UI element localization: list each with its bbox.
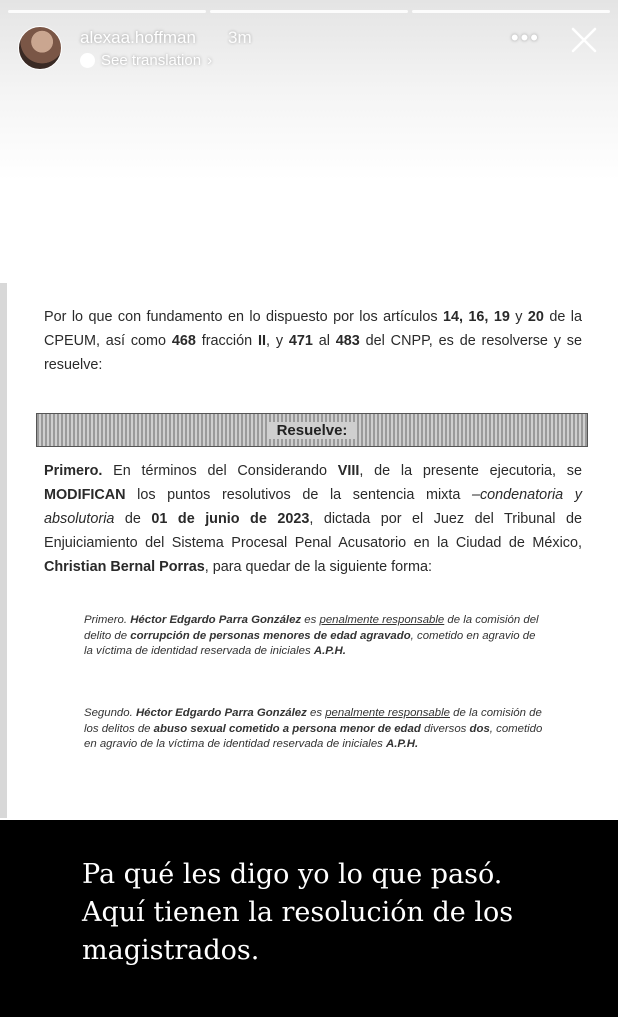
username[interactable]: alexaa.hoffman	[80, 28, 196, 47]
document-paragraph-2: Primero. En términos del Considerando VIII, de la presente ejecutoria, se MODIFICAN los puntos resolutivos de la sentencia mixta –condenatoria y absolutoria de 01 de junio de 2023, dictada por el Juez del Tribunal de Enjuiciamiento del Sistema Procesal Penal Acusatorio en la Ciudad de México, Christian Bernal Porras, para quedar de la siguiente forma:	[44, 463, 583, 575]
resolutive-point-1: Primero. Héctor Edgardo Parra González es penalmente responsable de la comisión del delito de corrupción de personas menores de edad agravado, cometido en agravio de la víctima de identidad reservada de iniciales A.P.H.	[84, 614, 539, 657]
translate-label: See translation	[101, 52, 202, 69]
document-paragraph-1: Por lo que con fundamento en lo dispuesto por los artículos 14, 16, 19 y 20 de la CPEUM, así como 468 fracción II, y 471 al 483 del CNPP, es de resolverse y se resuelve:	[44, 309, 582, 373]
progress-segment	[210, 10, 408, 13]
more-horizontal-icon[interactable]: •••	[510, 25, 540, 50]
progress-segment	[412, 10, 610, 13]
translate-icon	[80, 53, 95, 68]
story-progress-bar	[8, 10, 610, 13]
close-icon[interactable]	[568, 24, 600, 56]
post-time: 3m	[228, 28, 252, 47]
resuelve-heading: Resuelve:	[267, 422, 358, 439]
caption-line-2: Aquí tienen la resolución de los	[82, 897, 514, 928]
see-translation-link[interactable]	[80, 52, 212, 69]
avatar[interactable]	[18, 26, 62, 70]
document-edge	[0, 283, 7, 818]
resolutive-point-2: Segundo. Héctor Edgardo Parra González es penalmente responsable de la comisión de los delitos de abuso sexual cometido a persona menor de edad diversos dos, cometido en agravio de la víctima de identidad reservada de iniciales A.P.H.	[84, 707, 543, 750]
chevron-right-icon: ›	[207, 52, 213, 69]
story-caption	[68, 851, 550, 973]
progress-segment	[8, 10, 206, 13]
caption-line-3: magistrados.	[82, 935, 260, 966]
resuelve-heading-bar	[36, 413, 588, 447]
story-header	[18, 24, 600, 74]
document-image	[0, 283, 618, 818]
caption-line-1: Pa qué les digo yo lo que pasó.	[82, 859, 503, 890]
